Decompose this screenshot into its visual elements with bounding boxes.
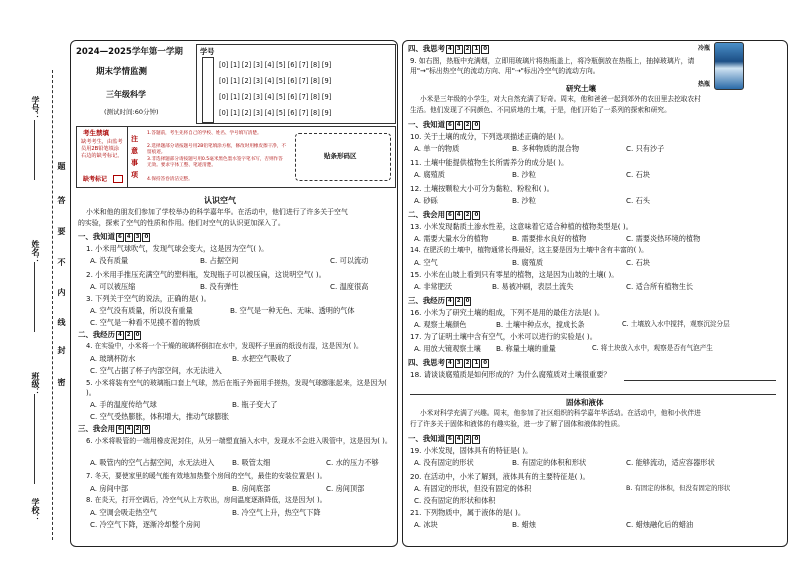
score-box[interactable]: 0 — [135, 331, 140, 338]
seal-char: 线 — [57, 318, 66, 326]
option[interactable]: A. 砂砾 — [414, 196, 438, 205]
option[interactable]: C. 土壤放入水中搅拌，观察沉淀分层 — [622, 320, 730, 328]
option[interactable]: B. 沙粒 — [512, 196, 536, 205]
option[interactable]: A. 观察土壤颜色 — [414, 320, 467, 329]
score-box[interactable]: 1 — [474, 45, 479, 52]
xuexiao-label: 学校： — [31, 498, 40, 522]
right-title: 固体和液体 — [566, 398, 604, 407]
option[interactable]: C. 温度很高 — [330, 282, 369, 291]
digit-row[interactable]: [0] [1] [2] [3] [4] [5] [6] [7] [8] [9] — [219, 77, 332, 85]
score-box[interactable]: 2 — [465, 435, 470, 442]
option[interactable]: B. 没有弹性 — [200, 282, 239, 291]
score-box[interactable]: 2 — [135, 425, 140, 432]
question: 9. 如右图，热瓶中充满烟，立即用玻璃片将热瓶盖上，将冷瓶倒放在热瓶上，抽掉玻璃片，请用"→"标出热空气的流动方向、用"⇢"标出冷空气的流动方向。 — [410, 57, 695, 75]
option[interactable]: A. 空气没有质量，所以没有重量 — [90, 306, 193, 315]
xuehao-grid-label: 学号 — [200, 47, 215, 56]
option[interactable]: A. 单一的物质 — [414, 144, 460, 153]
option[interactable]: C. 房间顶部 — [326, 484, 365, 493]
score-box[interactable]: 2 — [465, 359, 470, 366]
seal-char: 密 — [57, 378, 66, 386]
option[interactable]: A. 手的温度传给气球 — [90, 400, 157, 409]
option[interactable]: C. 需要炎热环境的植物 — [626, 234, 701, 243]
section-heading: 三、我会用 6 4 2 0 — [78, 424, 149, 433]
score-box[interactable]: 4 — [447, 45, 452, 52]
question: 21. 下列物质中，属于液体的是( )。 — [410, 508, 526, 517]
option[interactable]: A. 空气 — [414, 258, 438, 267]
notice-box — [76, 126, 396, 188]
option[interactable]: A. 可以被压缩 — [90, 282, 136, 291]
seal-char: 封 — [57, 346, 66, 354]
notice-line: 4.保持答卷清洁完整。 — [147, 177, 193, 182]
intro-line: 小米对科学充满了兴趣。周末，他参加了社区组织的科学嘉年华活动。在活动中，他和小伙伴进 — [420, 409, 701, 417]
score-box[interactable]: 0 — [483, 45, 488, 52]
question: 16. 小米为了研究土壤的组成，下列不是用的最佳方法是( )。 — [410, 308, 605, 317]
option[interactable]: B. 冷空气上升，热空气下降 — [232, 508, 321, 517]
score-box[interactable]: 0 — [465, 297, 470, 304]
option[interactable]: C. 适合所有植物生长 — [626, 282, 694, 291]
digit-row[interactable]: [0] [1] [2] [3] [4] [5] [6] [7] [8] [9] — [219, 61, 332, 69]
answer-line[interactable] — [410, 394, 776, 395]
xuehao-grid — [196, 44, 396, 124]
section-heading: 一、我知道 6 4 3 0 — [78, 232, 149, 241]
question: 12. 土壤按颗粒大小可分为黏粒、粉粒和( )。 — [410, 184, 554, 193]
image-label-bottom: 热瓶 — [698, 81, 711, 88]
barcode-area — [295, 133, 391, 181]
question: 7. 冬天，要使家里的暖气能有效地加热整个房间的空气，最佳的安装位置是( )。 — [86, 472, 327, 480]
question: 2. 小米用手推压充满空气的塑料瓶，发现瓶子可以被压扁，这说明空气( )。 — [86, 270, 326, 279]
option[interactable]: B. 有固定的体积，但没有固定的形状 — [626, 484, 731, 492]
option[interactable]: B. 多种物质的混合物 — [512, 144, 580, 153]
intro-line: 的实验，探索了空气的性质和作用。他们对空气的认识更加深入了。 — [78, 219, 285, 227]
option[interactable]: C. 石块 — [626, 258, 650, 267]
option[interactable]: C. 冷空气下降，逐渐冷却整个房间 — [90, 520, 201, 529]
option[interactable]: B. 房间底部 — [232, 484, 271, 493]
score-box[interactable]: 6 — [117, 233, 122, 240]
option[interactable]: C. 空气占据了杯子内部空间，水无法进入 — [90, 366, 222, 375]
option[interactable]: C. 只有沙子 — [626, 144, 665, 153]
seal-line — [52, 70, 53, 540]
score-box[interactable]: 0 — [144, 233, 149, 240]
option[interactable]: C. 空气受热膨胀，体积增大，推动气球膨胀 — [90, 412, 229, 421]
intro-line: 行了许多关于固体和液体的有趣实验，进一步了解了固体和液体的性质。 — [410, 420, 624, 428]
score-box[interactable]: 2 — [465, 121, 470, 128]
queka-label: 缺考标记 — [83, 176, 108, 183]
score-box[interactable]: 4 — [447, 359, 452, 366]
score-box[interactable]: 3 — [456, 45, 461, 52]
intro-line: 小米和他的朋友们参加了学校举办的科学嘉年华。在活动中，他们进行了许多关于空气 — [86, 208, 348, 216]
option[interactable]: A. 没有质量 — [90, 256, 129, 265]
option[interactable]: C. 石头 — [626, 196, 650, 205]
score-box[interactable]: 6 — [447, 211, 452, 218]
score-box[interactable]: 4 — [126, 425, 131, 432]
option[interactable]: A. 有固定的形状，但没有固定的体积 — [414, 484, 532, 493]
right-title: 研究土壤 — [566, 84, 596, 93]
option[interactable]: B. 需要排水良好的植物 — [512, 234, 587, 243]
question: 13. 小米发现黏质土渗水性差，这意味着它适合种植的植物类型是( )。 — [410, 222, 633, 231]
zhuyi-label: 注意事项 — [131, 135, 138, 179]
score-box[interactable]: 4 — [456, 435, 461, 442]
notice-line: 1.答题前，考生先将自己的学校、姓名、学号填写清楚。 — [147, 131, 262, 136]
option[interactable]: B. 有固定的体积和形状 — [512, 458, 587, 467]
option[interactable]: B. 称量土壤的重量 — [496, 344, 556, 353]
question: 8. 在炎天，打开空调后，冷空气从上方吹出，房间温度逐渐降低，这是因为( )。 — [86, 496, 327, 504]
image-label-top: 冷瓶 — [698, 45, 711, 52]
question: 5. 小米将装有空气的玻璃瓶口套上气球，然后在瓶子外面用手搓热，发现气球膨胀起来，这是因为( )。 — [86, 379, 387, 397]
score-box[interactable]: 4 — [117, 331, 122, 338]
left-title: 认识空气 — [204, 196, 236, 205]
option[interactable]: B. 土壤中种点水，搅成长条 — [496, 320, 585, 329]
score-box[interactable]: 3 — [135, 233, 140, 240]
section-heading: 三、我经历 4 2 0 — [408, 296, 470, 305]
intro-line: 生活。他们发现了不同颜色、不同质地的土壤，于是，他们开始了一系列的探索和研究。 — [410, 106, 671, 114]
score-box[interactable]: 2 — [126, 331, 131, 338]
score-box[interactable]: 6 — [447, 121, 452, 128]
header-title-block — [76, 46, 194, 118]
score-box[interactable]: 6 — [117, 425, 122, 432]
score-box[interactable]: 4 — [447, 297, 452, 304]
xuehao-label: 学号： — [31, 96, 40, 120]
exam-name: 期末学情监测 — [96, 67, 148, 77]
question: 6. 小米将吸管的一端用橡皮泥封住，从另一端塑直插入水中，发现水不会进入吸管中，这是因为( )。 — [86, 437, 392, 445]
option[interactable]: A. 需要大量水分的植物 — [414, 234, 489, 243]
bottles-image — [714, 42, 744, 90]
section-heading: 四、我思考 4 3 2 1 0 — [408, 358, 488, 367]
digit-row[interactable]: [0] [1] [2] [3] [4] [5] [6] [7] [8] [9] — [219, 109, 332, 117]
section-heading: 一、我知道 6 4 2 0 — [408, 120, 479, 129]
option[interactable]: C. 水的压力不够 — [326, 458, 379, 467]
notice-line: 2.选择题部分请按题号用2B铅笔填涂方框，修改时用橡皮擦干净，不留痕迹。 — [147, 144, 287, 155]
answer-line[interactable] — [624, 380, 776, 381]
test-time: (测试时间:60分钟) — [104, 108, 159, 116]
question: 17. 为了证明土壤中含有空气，小米可以进行的实验是( )。 — [410, 332, 597, 341]
notice-line: 3.非选择题部分请按题号用0.5毫米黑色墨水签字笔书写，否则作答无效。要求字体工整、笔迹清楚。 — [147, 157, 283, 168]
score-box[interactable]: 1 — [474, 359, 479, 366]
binding-margin — [0, 0, 68, 561]
score-box[interactable]: 0 — [474, 211, 479, 218]
score-box[interactable]: 0 — [144, 425, 149, 432]
exam-year: 2024—2025学年第一学期 — [76, 47, 183, 57]
score-box[interactable]: 4 — [126, 233, 131, 240]
option[interactable]: C. 没有固定的形状和体积 — [414, 496, 496, 505]
option[interactable]: C. 蜡烛融化后的蜡油 — [626, 520, 694, 529]
option[interactable]: B. 易被冲刷，表层土流失 — [492, 282, 574, 291]
question: 14. 在肥沃的土壤中，植物通常长得最好，这主要是因为土壤中含有丰富的( )。 — [410, 246, 648, 254]
question: 19. 小米发现，固体具有的特征是( )。 — [410, 446, 533, 455]
option[interactable]: A. 空调会吸走热空气 — [90, 508, 157, 517]
question: 15. 小米在山坡上看到只有零星的植物，这是因为山坡的土壤( )。 — [410, 270, 619, 279]
question: 4. 在实验中，小米将一个干燥的玻璃杯倒扣在水中，发现杯子里面的纸没有湿，这是因为( )。 — [86, 342, 363, 350]
right-page — [402, 40, 788, 547]
intro-line: 小米是三年级的小学生，对大自然充满了好奇。周末，他和爸爸一起到郊外的农田里去挖取农村 — [420, 95, 701, 103]
option[interactable]: C. 空气是一种看不见摸不着的物质 — [90, 318, 201, 327]
option[interactable]: B. 蜡烛 — [512, 520, 536, 529]
option[interactable]: A. 冰块 — [414, 520, 438, 529]
question: 20. 在活动中，小米了解到，液体具有的主要特征是( )。 — [410, 472, 590, 481]
barcode-label: 贴条形码区 — [324, 152, 357, 160]
seal-char: 要 — [57, 227, 66, 235]
option[interactable]: C. 石块 — [626, 170, 650, 179]
question: 3. 下列关于空气的说法，正确的是( )。 — [86, 294, 211, 303]
digit-row[interactable]: [0] [1] [2] [3] [4] [5] [6] [7] [8] [9] — [219, 93, 332, 101]
option[interactable]: B. 水把空气吸收了 — [232, 354, 292, 363]
seal-char: 题 — [57, 162, 66, 170]
option[interactable]: B. 瓶子变大了 — [232, 400, 278, 409]
option[interactable]: A. 腐殖质 — [414, 170, 445, 179]
option[interactable]: A. 非常肥沃 — [414, 282, 453, 291]
section-heading: 四、我思考 4 3 2 1 0 — [408, 44, 488, 53]
score-box[interactable]: 6 — [447, 435, 452, 442]
score-box[interactable]: 4 — [456, 211, 461, 218]
score-box[interactable]: 0 — [474, 435, 479, 442]
score-box[interactable]: 2 — [456, 297, 461, 304]
score-box[interactable]: 2 — [465, 45, 470, 52]
question: 18. 请谈谈腐殖质是如何形成的？为什么腐殖质对土壤很重要？ — [410, 370, 611, 379]
seal-char: 不 — [57, 258, 66, 266]
option[interactable]: A. 玻璃杯防水 — [90, 354, 136, 363]
option[interactable]: C. 将土块放入水中，观察是否有气泡产生 — [592, 344, 713, 352]
option[interactable]: C. 能够流动，适应容器形状 — [626, 458, 715, 467]
seal-char: 内 — [57, 288, 66, 296]
kaosheng-label: 考生禁填 — [83, 129, 109, 137]
section-heading: 二、我会用 6 4 2 0 — [408, 210, 479, 219]
score-box[interactable]: 3 — [456, 359, 461, 366]
score-box[interactable]: 0 — [483, 359, 488, 366]
option[interactable]: C. 可以流动 — [330, 256, 369, 265]
question: 11. 土壤中能提供植物生长所需养分的成分是( )。 — [410, 158, 569, 167]
seal-char: 答 — [57, 196, 66, 204]
option[interactable]: B. 占据空间 — [200, 256, 239, 265]
section-heading: 二、我经历 4 2 0 — [78, 330, 140, 339]
option[interactable]: A. 房间中部 — [90, 484, 129, 493]
option[interactable]: A. 用放大镜观察土壤 — [414, 344, 481, 353]
option[interactable]: B. 空气是一种无色、无味、透明的气体 — [230, 306, 355, 315]
option[interactable]: B. 吸管太细 — [232, 458, 271, 467]
queka-box[interactable] — [113, 175, 123, 183]
score-box[interactable]: 2 — [465, 211, 470, 218]
option[interactable]: B. 沙粒 — [512, 170, 536, 179]
score-box[interactable]: 0 — [474, 121, 479, 128]
question: 10. 关于土壤的成分，下列选项描述正确的是( )。 — [410, 132, 569, 141]
grade-subject: 三年级科学 — [106, 90, 146, 99]
score-box[interactable]: 4 — [456, 121, 461, 128]
banji-label: 班级： — [31, 372, 40, 396]
section-heading: 一、我知道 6 4 2 0 — [408, 434, 479, 443]
option[interactable]: B. 腐殖质 — [512, 258, 544, 267]
kaosheng-text: 缺考考生，由监考员用2B铅笔填涂右边的缺考标记。 — [81, 139, 123, 159]
option[interactable]: A. 没有固定的形状 — [414, 458, 474, 467]
question: 1. 小米用气球吹气，发现气球会变大，这是因为空气( )。 — [86, 244, 269, 253]
xingming-label: 姓名： — [31, 240, 40, 264]
option[interactable]: A. 吸管内的空气占据空间，水无法进入 — [90, 458, 215, 467]
